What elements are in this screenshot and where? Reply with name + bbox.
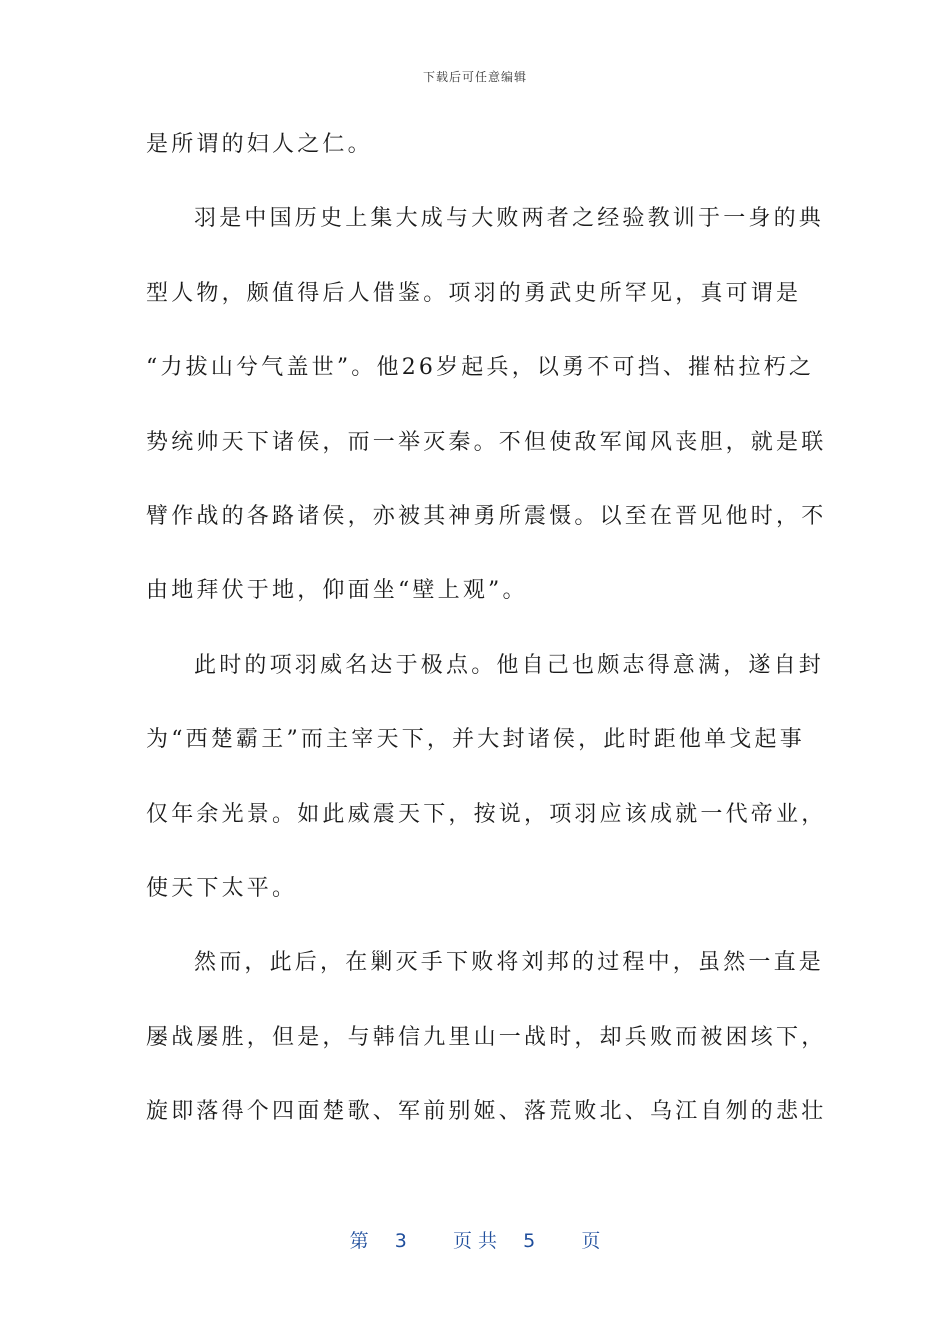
text-line: “力拔山兮气盖世”。他26岁起兵，以勇不可挡、摧枯拉朽之 xyxy=(146,355,815,381)
text-line: 为“西楚霸王”而主宰天下，并大封诸侯，此时距他单戈起事 xyxy=(146,727,805,753)
paragraph-start-line: 此时的项羽威名达于极点。他自己也颇志得意满，遂自封 xyxy=(194,652,825,678)
footer-total-pages: 5 xyxy=(523,1230,536,1252)
text-line: 仅年余光景。如此威震天下，按说，项羽应该成就一代帝业， xyxy=(146,801,827,827)
paragraph-start-line: 羽是中国历史上集大成与大败两者之经验教训于一身的典 xyxy=(194,206,825,232)
footer-current-page: 3 xyxy=(394,1230,407,1252)
paragraph-start-line: 然而，此后，在剿灭手下败将刘邦的过程中，虽然一直是 xyxy=(194,950,825,976)
header-note: 下载后可任意编辑 xyxy=(422,70,527,84)
text-line: 由地拜伏于地，仰面坐“壁上观”。 xyxy=(146,578,528,604)
footer-page-label: 第 xyxy=(349,1230,369,1252)
footer-of-label: 页 共 xyxy=(452,1230,498,1252)
text-line: 屡战屡胜，但是，与韩信九里山一战时，却兵败而被困垓下， xyxy=(146,1024,827,1050)
text-line: 型人物，颇值得后人借鉴。项羽的勇武史所罕见，真可谓是 xyxy=(146,280,802,306)
footer-end-label: 页 xyxy=(581,1230,601,1252)
page-footer xyxy=(0,1226,950,1253)
text-line: 使天下太平。 xyxy=(146,875,298,901)
document-body xyxy=(146,123,827,1164)
text-line: 势统帅天下诸侯，而一举灭秦。不但使敌军闻风丧胆，就是联 xyxy=(146,429,827,455)
text-line: 臂作战的各路诸侯，亦被其神勇所震慑。以至在晋见他时，不 xyxy=(146,503,827,529)
text-line: 旋即落得个四面楚歌、军前别姬、落荒败北、乌江自刎的悲壮 xyxy=(146,1099,827,1125)
text-line: 是所谓的妇人之仁。 xyxy=(146,132,373,157)
